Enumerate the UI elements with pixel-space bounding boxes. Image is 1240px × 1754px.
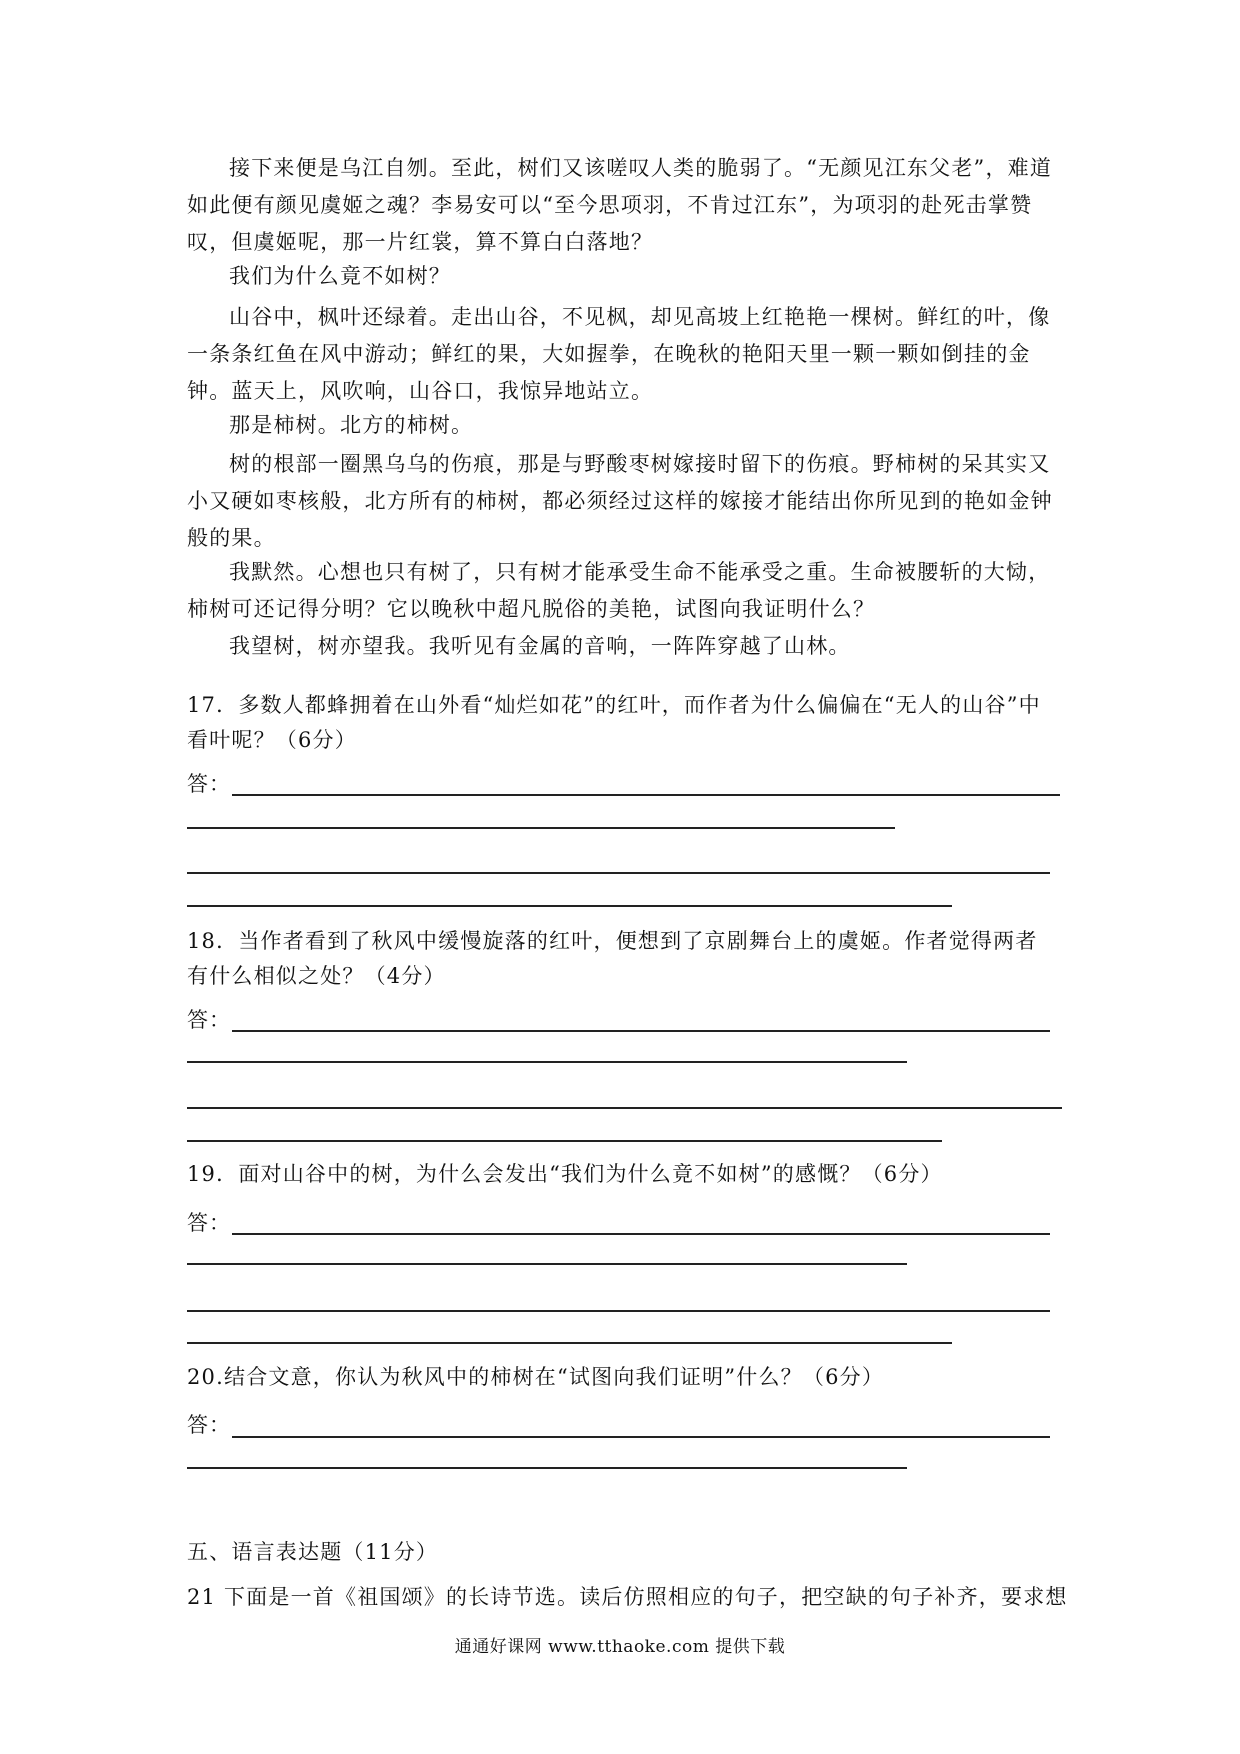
answer-line-17-1[interactable] <box>232 794 1060 796</box>
answer-line-18-2[interactable] <box>187 1061 907 1063</box>
answer-label-19: 答： <box>187 1211 231 1235</box>
answer-line-19-4[interactable] <box>187 1342 952 1344</box>
answer-line-19-2[interactable] <box>187 1263 907 1265</box>
passage-paragraph-7: 我望树，树亦望我。我听见有金属的音响，一阵阵穿越了山林。 <box>229 634 851 658</box>
answer-line-17-3[interactable] <box>187 872 1050 874</box>
question-19: 19．面对山谷中的树，为什么会发出“我们为什么竟不如树”的感慨？（6分） <box>187 1162 943 1186</box>
answer-line-18-1[interactable] <box>232 1030 1050 1032</box>
passage-paragraph-3: 山谷中，枫叶还绿着。走出山谷，不见枫，却见高坡上红艳艳一棵树。鲜红的叶，像一条条红鱼在风中游动；鲜红的果，大如握拳，在晚秋的艳阳天里一颗一颗如倒挂的金钟。蓝天上，风吹响，山谷口，我惊异地站立。 <box>187 305 1051 403</box>
question-20: 20.结合文意，你认为秋风中的柿树在“试图向我们证明”什么？（6分） <box>187 1365 885 1389</box>
question-17: 17．多数人都蜂拥着在山外看“灿烂如花”的红叶，而作者为什么偏偏在“无人的山谷”中看叶呢？（6分） <box>187 693 1041 752</box>
passage-paragraph-4: 那是柿树。北方的柿树。 <box>229 413 474 437</box>
answer-line-20-2[interactable] <box>187 1467 907 1469</box>
answer-line-18-3[interactable] <box>187 1107 1062 1109</box>
passage-paragraph-2: 我们为什么竟不如树？ <box>229 264 451 288</box>
answer-line-18-4[interactable] <box>187 1140 942 1142</box>
section-5-title: 五、语言表达题（11分） <box>187 1540 439 1564</box>
answer-line-17-4[interactable] <box>187 905 952 907</box>
answer-line-17-2[interactable] <box>187 827 895 829</box>
answer-line-20-1[interactable] <box>232 1436 1050 1438</box>
answer-label-18: 答： <box>187 1008 231 1032</box>
passage-paragraph-1: 接下来便是乌江自刎。至此，树们又该嗟叹人类的脆弱了。“无颜见江东父老”，难道如此便有颜见虞姬之魂？李易安可以“至今思项羽，不肯过江东”，为项羽的赴死击掌赞叹，但虞姬呢，那一片红裳，算不算白白落地？ <box>187 156 1053 254</box>
answer-line-19-1[interactable] <box>232 1233 1050 1235</box>
question-18: 18．当作者看到了秋风中缓慢旋落的红叶，便想到了京剧舞台上的虞姬。作者觉得两者有什么相似之处？（4分） <box>187 929 1038 988</box>
question-21: 21 下面是一首《祖国颂》的长诗节选。读后仿照相应的句子，把空缺的句子补齐，要求想 <box>187 1585 1068 1609</box>
answer-label-20: 答： <box>187 1413 231 1437</box>
answer-line-19-3[interactable] <box>187 1310 1050 1312</box>
answer-label-17: 答： <box>187 772 231 796</box>
passage-paragraph-5: 树的根部一圈黑乌乌的伤痕，那是与野酸枣树嫁接时留下的伤痕。野柿树的呆其实又小又硬如枣核般，北方所有的柿树，都必须经过这样的嫁接才能结出你所见到的艳如金钟般的果。 <box>187 452 1053 550</box>
page-footer: 通通好课网 www.tthaoke.com 提供下载 <box>454 1637 786 1657</box>
passage-paragraph-6: 我默然。心想也只有树了，只有树才能承受生命不能承受之重。生命被腰斩的大恸，柿树可还记得分明？它以晚秋中超凡脱俗的美艳，试图向我证明什么？ <box>187 560 1051 621</box>
